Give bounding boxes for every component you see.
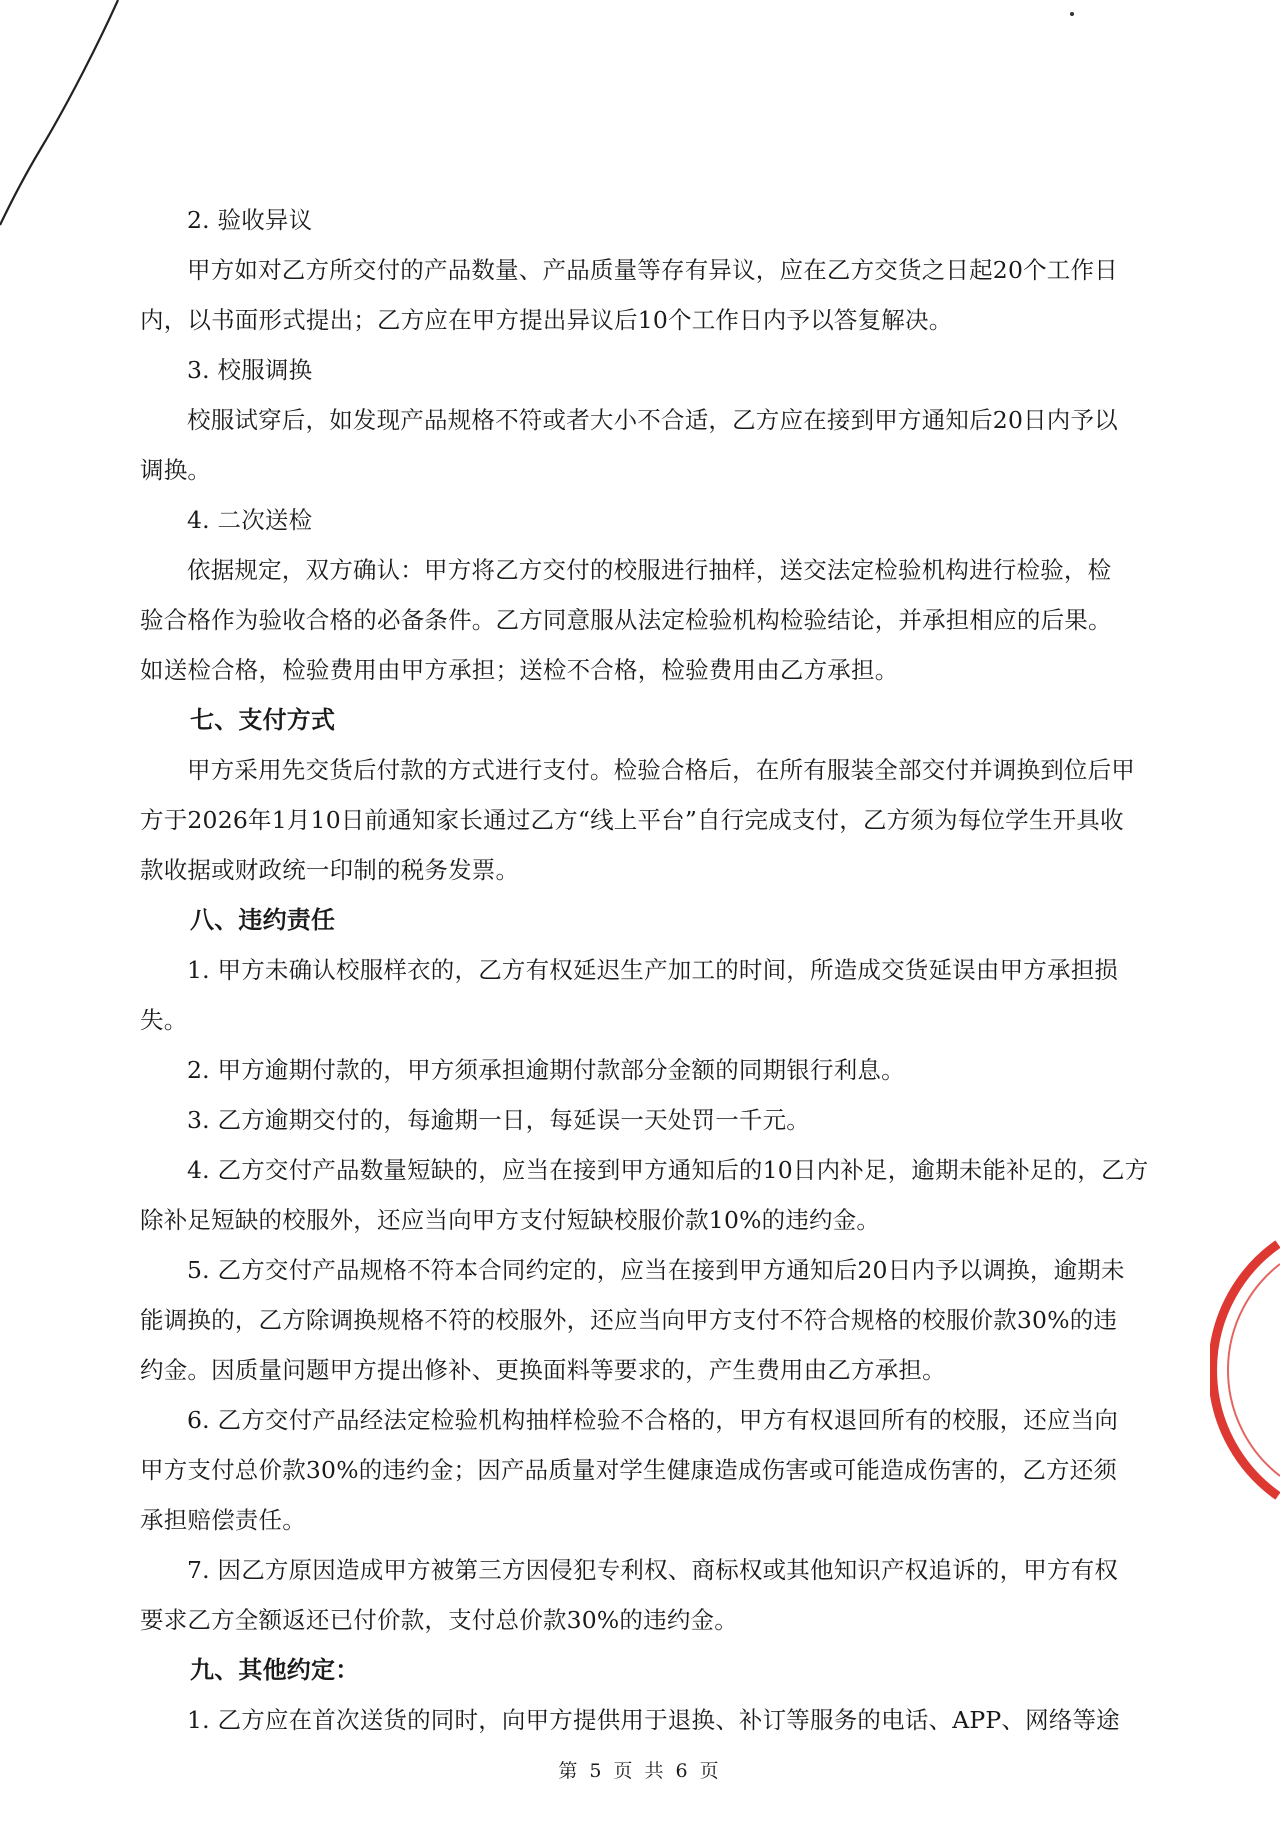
clause-4-text-line-3: 如送检合格，检验费用由甲方承担；送检不合格，检验费用由乙方承担。	[140, 656, 899, 684]
clause-4-title: 4. 二次送检	[187, 506, 313, 534]
section-8-item-6-line-3: 承担赔偿责任。	[140, 1506, 306, 1534]
section-8-item-5-line-1: 5. 乙方交付产品规格不符本合同约定的，应当在接到甲方通知后20日内予以调换，逾期未	[187, 1256, 1125, 1284]
section-9-heading: 九、其他约定：	[190, 1656, 360, 1684]
section-7-text-line-3: 款收据或财政统一印制的税务发票。	[140, 856, 520, 884]
clause-2-text-line-1: 甲方如对乙方所交付的产品数量、产品质量等存有异议，应在乙方交货之日起20个工作日	[187, 256, 1118, 284]
section-7-text-line-2: 方于2026年1月10日前通知家长通过乙方“线上平台”自行完成支付，乙方须为每位学生开具收	[140, 806, 1124, 834]
section-7-heading: 七、支付方式	[190, 706, 336, 734]
section-8-item-1-line-1: 1. 甲方未确认校服样衣的，乙方有权延迟生产加工的时间，所造成交货延误由甲方承担损	[187, 956, 1119, 984]
section-8-item-2: 2. 甲方逾期付款的，甲方须承担逾期付款部分金额的同期银行利息。	[187, 1056, 905, 1084]
clause-3-text-line-2: 调换。	[140, 456, 212, 484]
section-8-item-6-line-1: 6. 乙方交付产品经法定检验机构抽样检验不合格的，甲方有权退回所有的校服，还应当向	[187, 1406, 1119, 1434]
clause-2-title: 2. 验收异议	[187, 206, 313, 234]
section-7-text-line-1: 甲方采用先交货后付款的方式进行支付。检验合格后，在所有服装全部交付并调换到位后甲	[187, 756, 1135, 784]
section-8-heading: 八、违约责任	[190, 906, 336, 934]
clause-4-text-line-1: 依据规定，双方确认：甲方将乙方交付的校服进行抽样，送交法定检验机构进行检验，检	[187, 556, 1112, 584]
section-8-item-5-line-2: 能调换的，乙方除调换规格不符的校服外，还应当向甲方支付不符合规格的校服价款30%的违	[140, 1306, 1118, 1334]
section-8-item-3: 3. 乙方逾期交付的，每逾期一日，每延误一天处罚一千元。	[187, 1106, 810, 1134]
document-body	[140, 196, 1149, 1744]
red-seal-stamp	[1210, 1240, 1280, 1500]
clause-4-text-line-2: 验合格作为验收合格的必备条件。乙方同意服从法定检验机构检验结论，并承担相应的后果。	[140, 606, 1112, 634]
section-8-item-4-line-2: 除补足短缺的校服外，还应当向甲方支付短缺校服价款10%的违约金。	[140, 1206, 881, 1234]
scan-speck	[1070, 12, 1074, 16]
section-9-item-1-line-1: 1. 乙方应在首次送货的同时，向甲方提供用于退换、补订等服务的电话、APP、网络等途	[187, 1706, 1120, 1734]
section-8-item-7-line-2: 要求乙方全额返还已付价款，支付总价款30%的违约金。	[140, 1606, 738, 1634]
clause-3-text-line-1: 校服试穿后，如发现产品规格不符或者大小不合适，乙方应在接到甲方通知后20日内予以	[187, 406, 1118, 434]
section-8-item-4-line-1: 4. 乙方交付产品数量短缺的，应当在接到甲方通知后的10日内补足，逾期未能补足的，乙方	[187, 1156, 1149, 1184]
clause-3-title: 3. 校服调换	[187, 356, 313, 384]
page-footer: 第 5 页 共 6 页	[558, 1760, 722, 1782]
scan-edge-line	[0, 0, 160, 260]
section-8-item-5-line-3: 约金。因质量问题甲方提出修补、更换面料等要求的，产生费用由乙方承担。	[140, 1356, 946, 1384]
section-8-item-1-line-2: 失。	[140, 1006, 188, 1034]
section-8-item-6-line-2: 甲方支付总价款30%的违约金；因产品质量对学生健康造成伤害或可能造成伤害的，乙方还须	[140, 1456, 1118, 1484]
clause-2-text-line-2: 内，以书面形式提出；乙方应在甲方提出异议后10个工作日内予以答复解决。	[140, 306, 953, 334]
section-8-item-7-line-1: 7. 因乙方原因造成甲方被第三方因侵犯专利权、商标权或其他知识产权追诉的，甲方有权	[187, 1556, 1119, 1584]
